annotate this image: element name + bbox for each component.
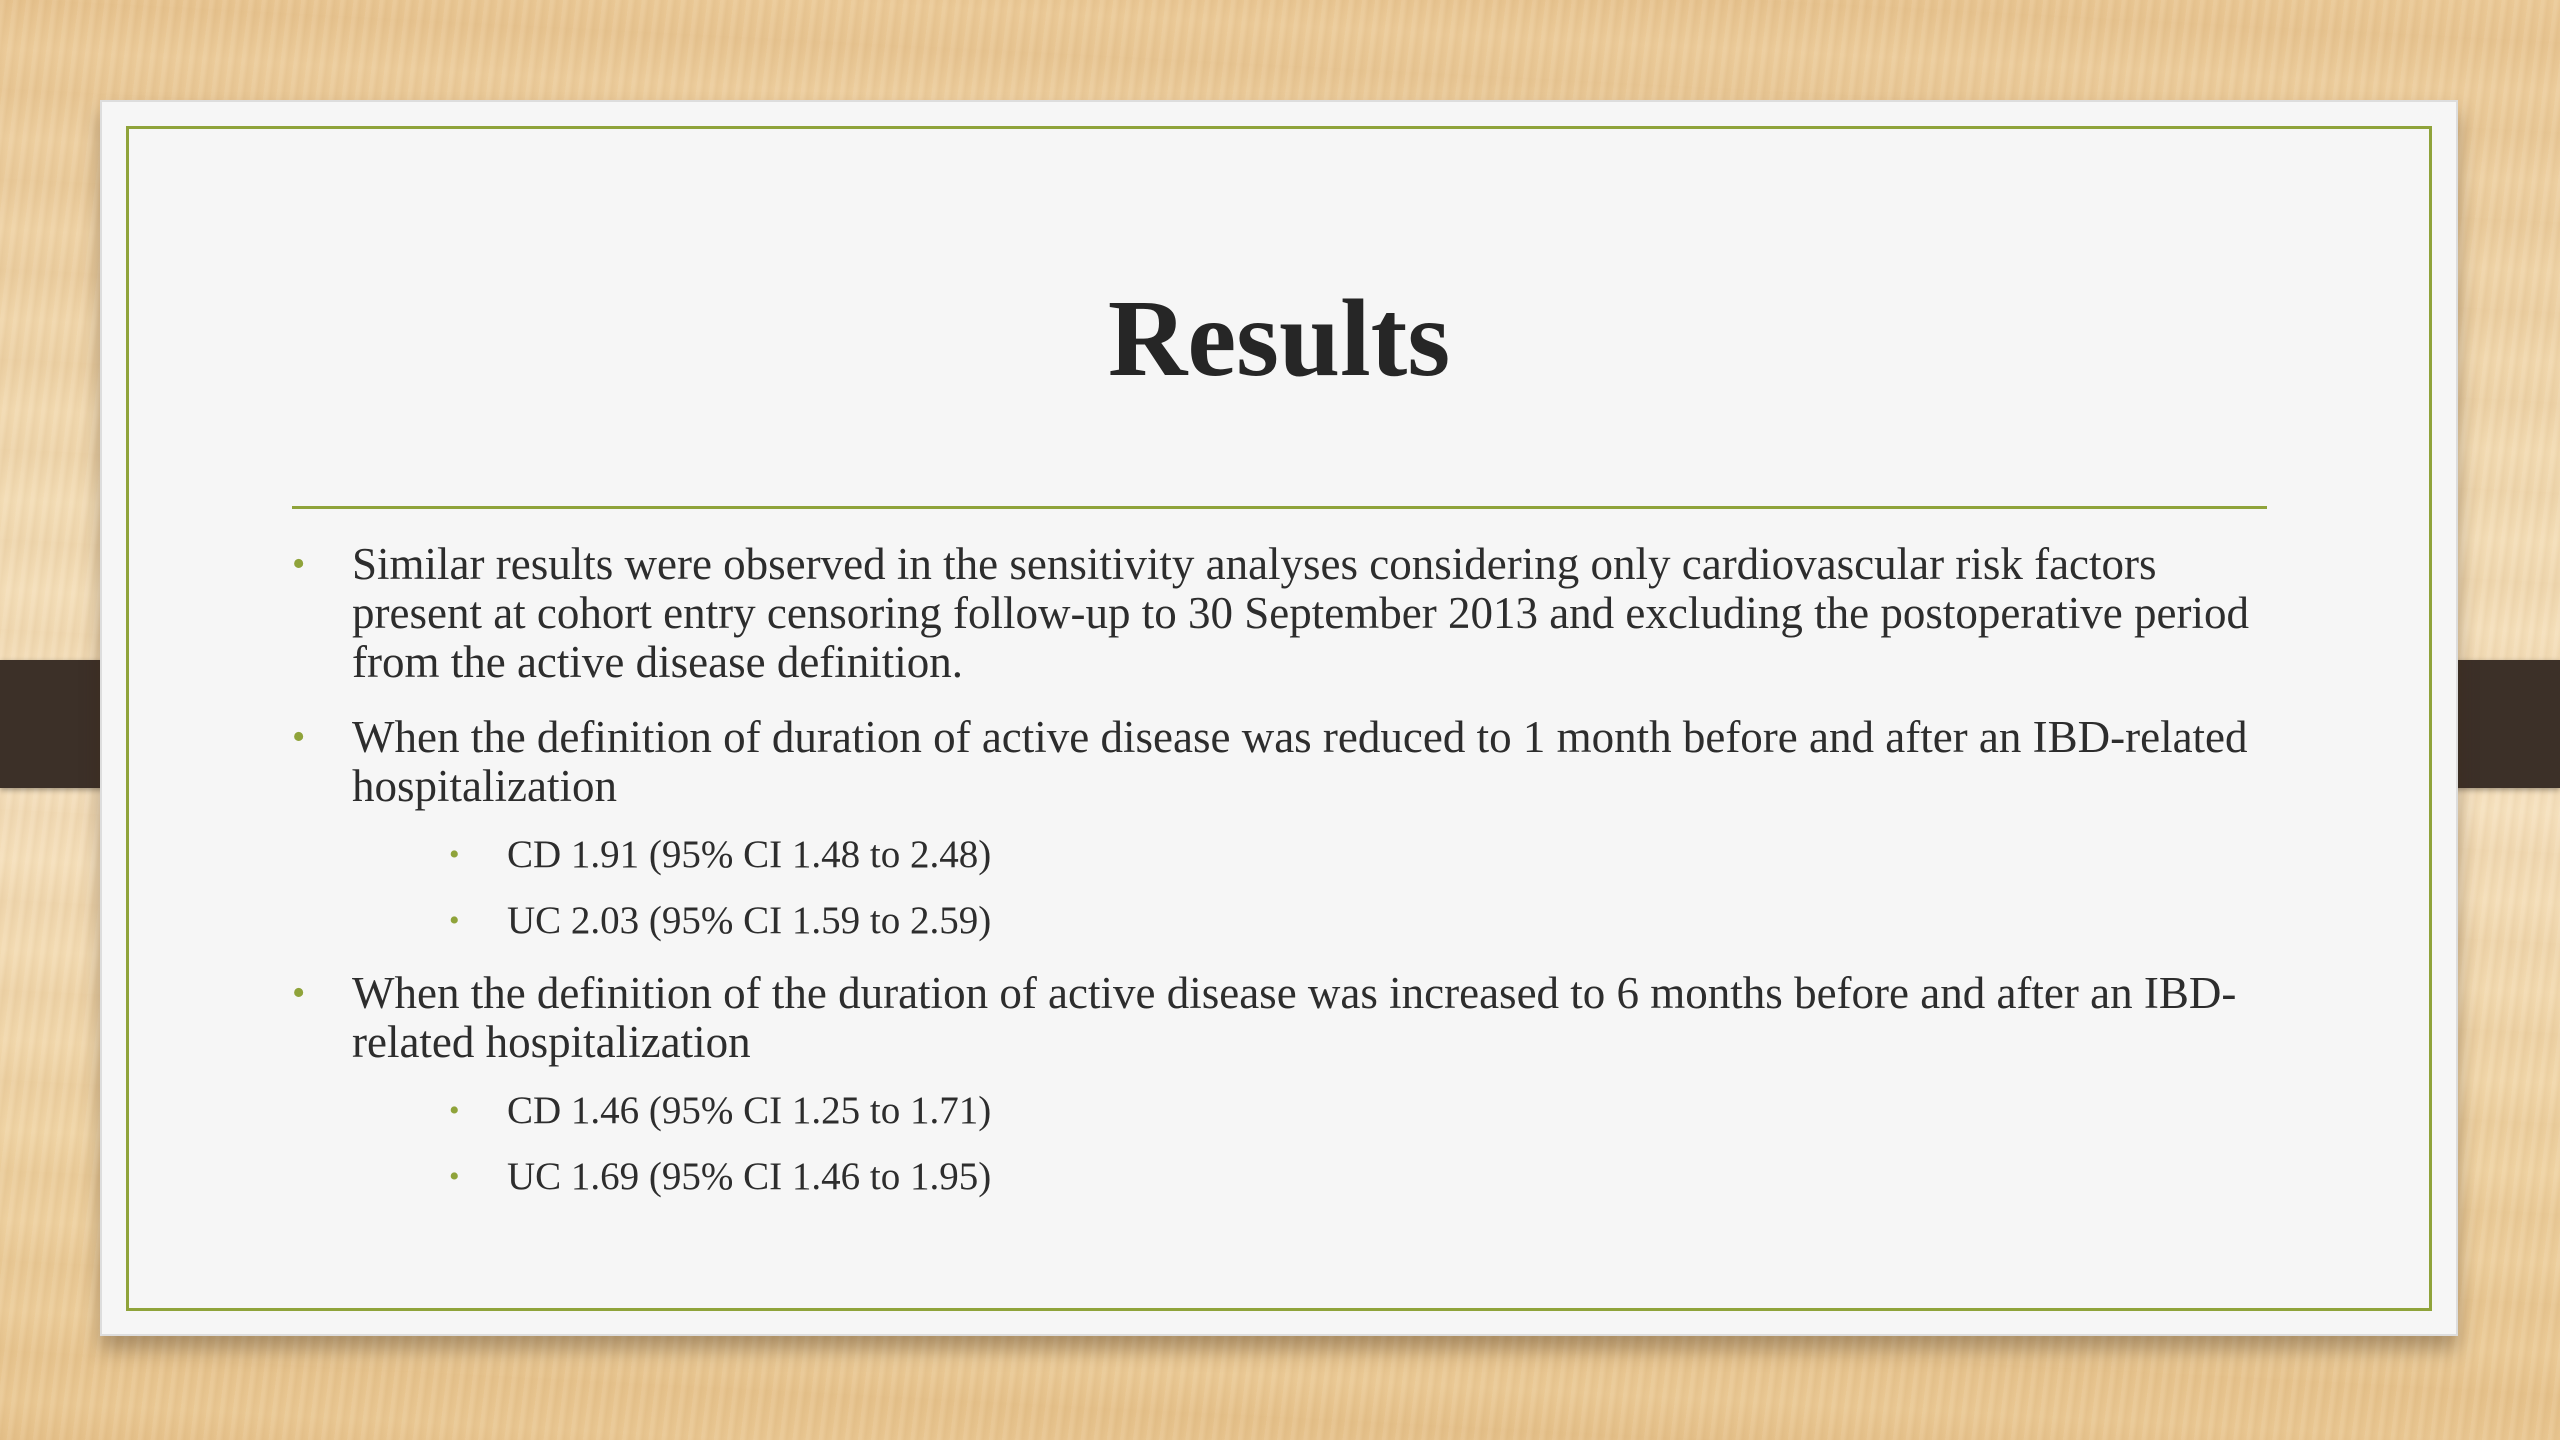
list-item: [292, 713, 2282, 943]
list-item: [292, 969, 2282, 1199]
sub-bullet-icon: •: [449, 1094, 460, 1127]
list-item-text: When the definition of the duration of active disease was increased to 6 months before and after an IBD-related hospitalization: [352, 968, 2237, 1067]
sub-list-item: [352, 1089, 2282, 1133]
title-divider: [292, 506, 2267, 509]
bullet-icon: •: [292, 543, 306, 585]
list-item-text: Similar results were observed in the sensitivity analyses considering only cardiovascular risk factors present at cohort entry censoring follow-up to 30 September 2013 and excluding the postoperative period from the active disease definition.: [352, 539, 2249, 687]
sub-list-item-text: CD 1.46 (95% CI 1.25 to 1.71): [507, 1089, 992, 1132]
sub-list-item-text: UC 2.03 (95% CI 1.59 to 2.59): [507, 899, 992, 942]
sub-bullet-icon: •: [449, 838, 460, 871]
bullet-icon: •: [292, 972, 306, 1014]
sub-bullet-icon: •: [449, 904, 460, 937]
list-item-text: When the definition of duration of active disease was reduced to 1 month before and after an IBD-related hospitalization: [352, 712, 2248, 811]
sub-bullet-list: [352, 833, 2282, 943]
sub-bullet-list: [352, 1089, 2282, 1199]
bullet-list: [292, 540, 2282, 1199]
sub-list-item-text: UC 1.69 (95% CI 1.46 to 1.95): [507, 1155, 992, 1198]
list-item: [292, 540, 2282, 687]
slide-title: Results: [1107, 277, 1451, 399]
bullet-icon: •: [292, 716, 306, 758]
sub-list-item-text: CD 1.91 (95% CI 1.48 to 2.48): [507, 833, 992, 876]
slide-content: [292, 540, 2282, 1225]
sub-list-item: [352, 899, 2282, 943]
sub-list-item: [352, 833, 2282, 877]
sub-list-item: [352, 1155, 2282, 1199]
sub-bullet-icon: •: [449, 1160, 460, 1193]
